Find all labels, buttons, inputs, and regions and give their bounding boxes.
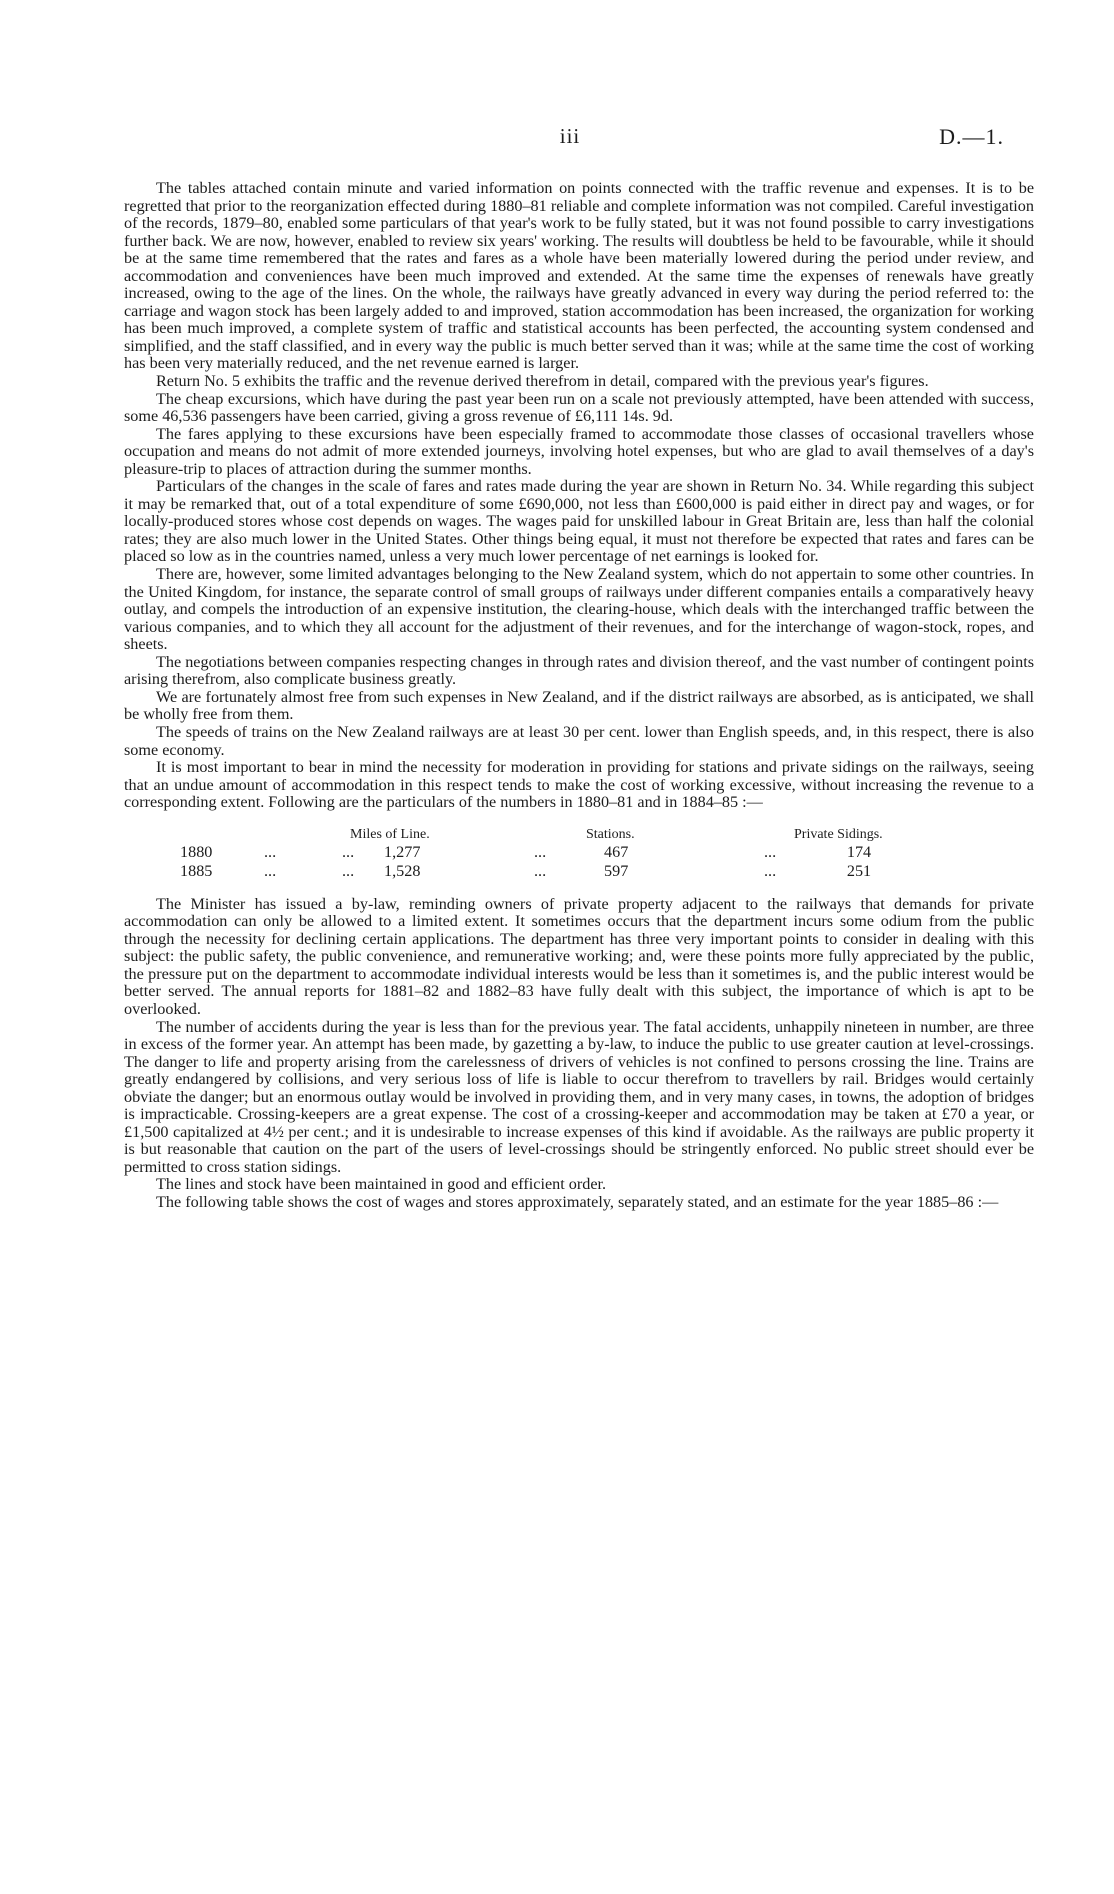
paragraph: The cheap excursions, which have during the past year been run on a scale not previously attempted, have been attended with success, some 46,536 passengers have been carried, giving a gross revenue of £6,111 14s. 9d. [124,389,1034,426]
leader-dots: ... [764,861,777,880]
leader-dots: ... [342,861,355,880]
paragraph: Return No. 5 exhibits the traffic and the revenue derived therefrom in detail, compared with the previous year's figures. [156,372,929,391]
row-stations: 467 [604,842,629,861]
row-miles: 1,528 [384,861,421,880]
paragraph: The lines and stock have been maintained in good and efficient order. [156,1175,607,1194]
paragraph: The following table shows the cost of wages and stores approximately, separately stated, and an estimate for the year 1885–86 :— [156,1192,999,1211]
row-year: 1885 [180,861,213,880]
paragraph: The tables attached contain minute and varied information on points connected with the traffic revenue and expenses. It is to be regretted that prior to the reorganization effected during 1880–81 reliable and complete information was not compiled. Careful investigation of the records, 1879–80, enabled some particulars of that year's work to be fully stated, but it was not found possible to carry investigations further back. We are now, however, enabled to review six years' working. The results will doubtless be held to be favourable, while it should be at the same time remembered that the rates and fares as a whole have been materially lowered during the period under review, and accommodation and conveniences have been much improved and extended. At the same time the expenses of renewals have greatly increased, owing to the age of the lines. On the whole, the railways have greatly advanced in every way during the period referred to: the carriage and wagon stock has been largely added to and improved, station accommodation has been increased, the organization for working has been much improved, a complete system of traffic and statistical accounts has been perfected, the accounting system condensed and simplified, and the staff classified, and in every way the public is much better served than it was; while at the same time the cost of working has been very materially reduced, and the net revenue earned is larger. [124,179,1034,373]
stats-table [124,826,1034,888]
paragraph: The speeds of trains on the New Zealand railways are at least 30 per cent. lower than English speeds, and, in this respect, there is also some economy. [124,722,1034,759]
row-year: 1880 [180,842,213,861]
paragraph: The negotiations between companies respecting changes in through rates and division thereof, and the vast number of contingent points arising therefrom, also complicate business greatly. [124,652,1034,689]
row-stations: 597 [604,861,629,880]
body-text [124,180,1034,1212]
header-private-sidings: Private Sidings. [794,826,883,842]
leader-dots: ... [264,861,277,880]
leader-dots: ... [534,842,547,861]
leader-dots: ... [534,861,547,880]
paragraph: Particulars of the changes in the scale of fares and rates made during the year are shown in Return No. 34. While regarding this subject it may be remarked that, out of a total expenditure of some £690,000, not less than £600,000 is paid either in direct pay and wages, or for locally-produced stores whose cost depends on wages. The wages paid for unskilled labour in Great Britain are, less than half the colonial rates; they are also much lower in the United States. Other things being equal, it must not therefore be expected that rates and fares can be placed so low as in the countries named, unless a very much lower percentage of net earnings is looked for. [124,477,1034,566]
document-reference: D.—1. [939,124,1004,149]
paragraph: The number of accidents during the year is less than for the previous year. The fatal accidents, unhappily nineteen in number, are three in excess of the former year. An attempt has been made, by gazetting a by-law, to induce the public to use greater caution at level-crossings. The danger to life and property arising from the carelessness of drivers of vehicles is not confined to persons crossing the line. Trains are greatly endangered by collisions, and very serious loss of life is liable to occur therefrom to travellers by rail. Bridges would certainly obviate the danger; but an enormous outlay would be involved in providing them, and in very many cases, in towns, the adoption of bridges is impracticable. Crossing-keepers are a great expense. The cost of a crossing-keeper and accommodation may be taken at £70 a year, or £1,500 capitalized at 4½ per cent.; and it is undesirable to increase expenses of this kind if avoidable. As the railways are public property it is but reasonable that caution on the part of the users of level-crossings should be stringently enforced. No public street should ever be permitted to cross station sidings. [124,1017,1034,1176]
row-sidings: 174 [846,842,872,861]
paragraph: There are, however, some limited advantages belonging to the New Zealand system, which do not appertain to some other countries. In the United Kingdom, for instance, the separate control of small groups of railways under different companies entails a comparatively heavy outlay, and compels the introduction of an expensive institution, the clearing-house, which deals with the interchanged traffic between the various companies, and to which they all account for the adjustment of their revenues, and for the interchange of wagon-stock, ropes, and sheets. [124,565,1034,654]
header-stations: Stations. [586,826,635,842]
paragraph: We are fortunately almost free from such expenses in New Zealand, and if the district railways are absorbed, as is anticipated, we shall be wholly free from them. [124,687,1034,724]
paragraph: The Minister has issued a by-law, reminding owners of private property adjacent to the railways that demands for private accommodation can only be allowed to a limited extent. It sometimes occurs that the department incurs some odium from the public through the necessity for declining certain applications. The department has three very important points to consider in dealing with this subject: the public safety, the public convenience, and remunerative working; and, were these points more fully appreciated by the public, the pressure put on the department to accommodate individual interests would be less than it sometimes is, and the public interest would be better served. The annual reports for 1881–82 and 1882–83 have fully dealt with this subject, the importance of which is apt to be overlooked. [124,894,1034,1018]
row-miles: 1,277 [384,842,421,861]
header-miles-of-line: Miles of Line. [350,826,430,842]
page-number: iii [559,124,581,148]
paragraph: It is most important to bear in mind the necessity for moderation in providing for stations and private sidings on the railways, seeing that an undue amount of accommodation in this respect tends to make the cost of working excessive, without increasing the revenue to a corresponding extent. Following are the particulars of the numbers in 1880–81 and in 1884–85 :— [124,758,1034,812]
paragraph: The fares applying to these excursions have been especially framed to accommodate those classes of occasional travellers whose occupation and means do not admit of more extended journeys, involving hotel expenses, but who are glad to avail themselves of a day's pleasure-trip to places of attraction during the summer months. [124,424,1034,478]
leader-dots: ... [342,842,355,861]
row-sidings: 251 [846,861,872,880]
leader-dots: ... [264,842,277,861]
leader-dots: ... [764,842,777,861]
